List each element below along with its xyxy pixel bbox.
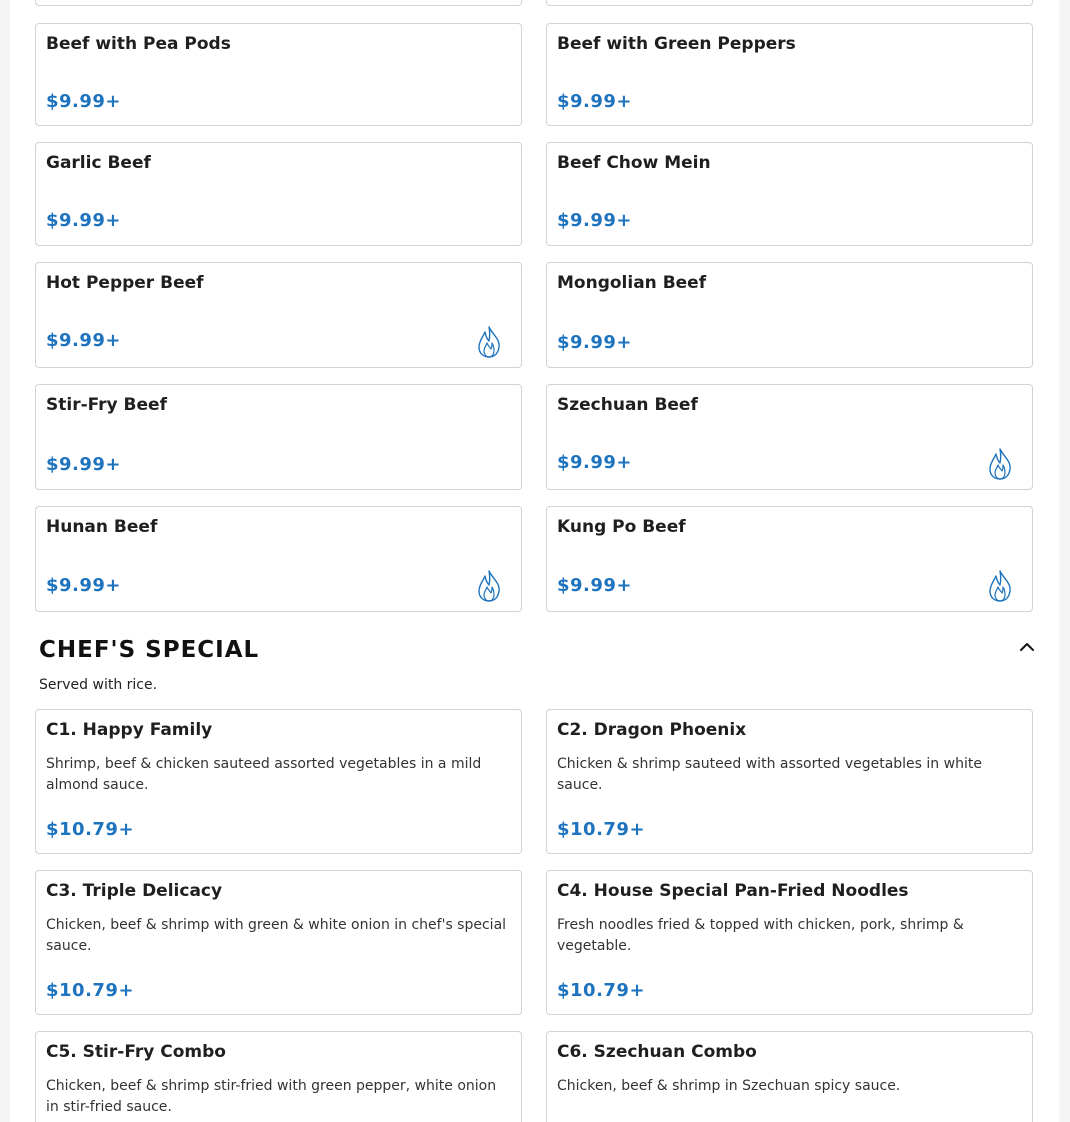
menu-item-card[interactable] — [546, 870, 1033, 1015]
flame-icon — [476, 570, 502, 602]
item-name: C5. Stir-Fry Combo — [46, 1042, 226, 1062]
flame-icon — [987, 570, 1013, 602]
menu-item-card[interactable] — [546, 384, 1033, 490]
chefs-special-grid — [35, 709, 1033, 1122]
item-description: Fresh noodles fried & topped with chicken, pork, shrimp & vegetable. — [557, 917, 964, 954]
menu-item-card[interactable] — [35, 870, 522, 1015]
item-price: $9.99+ — [46, 91, 122, 112]
item-name: Hunan Beef — [46, 517, 158, 537]
item-name: Stir-Fry Beef — [46, 395, 167, 415]
menu-item-card[interactable] — [35, 23, 522, 126]
item-price: $9.99+ — [557, 210, 633, 231]
item-description: Chicken, beef & shrimp stir-fried with green pepper, white onion in stir-fried sauce. — [46, 1078, 497, 1115]
item-price: $9.99+ — [46, 210, 122, 231]
item-name: Szechuan Beef — [557, 395, 698, 415]
item-description: Chicken, beef & shrimp with green & white onion in chef's special sauce. — [46, 917, 507, 954]
item-name: Hot Pepper Beef — [46, 273, 204, 293]
menu-item-card[interactable] — [35, 0, 522, 6]
item-price: $9.99+ — [557, 91, 633, 112]
item-name: C6. Szechuan Combo — [557, 1042, 757, 1062]
menu-page — [10, 0, 1059, 1122]
beef-menu-grid — [35, 23, 1033, 612]
menu-item-card[interactable] — [546, 506, 1033, 612]
item-price: $10.79+ — [46, 980, 135, 1001]
menu-item-card[interactable] — [546, 0, 1033, 6]
flame-icon — [987, 448, 1013, 480]
section-subtitle: Served with rice. — [39, 677, 158, 693]
item-price: $9.99+ — [46, 330, 122, 351]
item-price: $9.99+ — [557, 452, 633, 473]
menu-item-card[interactable] — [35, 709, 522, 854]
item-description: Chicken, beef & shrimp in Szechuan spicy sauce. — [557, 1078, 901, 1094]
menu-grid-top-partial — [35, 0, 1033, 6]
item-price: $10.79+ — [557, 980, 646, 1001]
chevron-up-icon[interactable] — [1017, 637, 1037, 657]
chefs-special-header — [39, 637, 1037, 693]
section-title: CHEF'S SPECIAL — [39, 637, 260, 663]
flame-icon — [476, 326, 502, 358]
item-name: C1. Happy Family — [46, 720, 213, 740]
menu-item-card[interactable] — [35, 506, 522, 612]
item-name: Garlic Beef — [46, 153, 151, 173]
menu-item-card[interactable] — [546, 1031, 1033, 1122]
item-name: C4. House Special Pan-Fried Noodles — [557, 881, 909, 901]
item-description: Chicken & shrimp sauteed with assorted vegetables in white sauce. — [557, 756, 982, 793]
menu-item-card[interactable] — [546, 262, 1033, 368]
item-name: Kung Po Beef — [557, 517, 686, 537]
item-name: Beef with Green Peppers — [557, 34, 796, 54]
menu-item-card[interactable] — [35, 384, 522, 490]
item-name: C3. Triple Delicacy — [46, 881, 223, 901]
menu-item-card[interactable] — [546, 709, 1033, 854]
item-name: Beef with Pea Pods — [46, 34, 231, 54]
item-price: $9.99+ — [46, 454, 122, 475]
item-name: Beef Chow Mein — [557, 153, 711, 173]
item-name: Mongolian Beef — [557, 273, 707, 293]
item-price: $10.79+ — [46, 819, 135, 840]
item-name: C2. Dragon Phoenix — [557, 720, 747, 740]
menu-item-card[interactable] — [546, 142, 1033, 246]
item-price: $10.79+ — [557, 819, 646, 840]
item-price: $9.99+ — [557, 575, 633, 596]
menu-item-card[interactable] — [546, 23, 1033, 126]
item-description: Shrimp, beef & chicken sauteed assorted vegetables in a mild almond sauce. — [46, 756, 482, 793]
item-price: $9.99+ — [46, 575, 122, 596]
menu-item-card[interactable] — [35, 142, 522, 246]
item-price: $9.99+ — [557, 332, 633, 353]
menu-item-card[interactable] — [35, 262, 522, 368]
menu-item-card[interactable] — [35, 1031, 522, 1122]
